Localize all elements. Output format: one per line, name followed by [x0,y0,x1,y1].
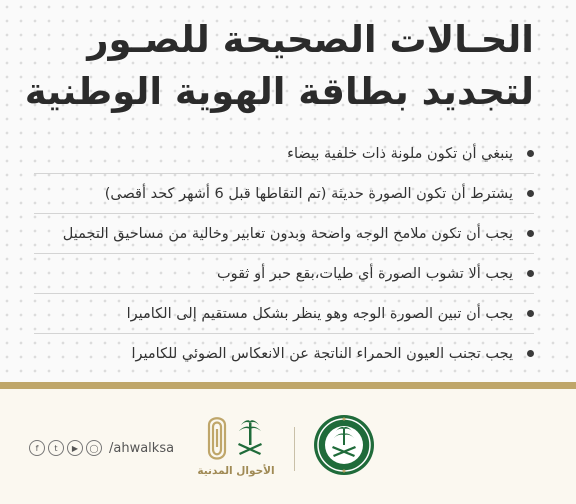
list-item [34,334,534,373]
list-item [34,254,534,294]
bullet-icon [527,350,534,357]
social-handle[interactable]: /ahwalksa [109,440,175,456]
title-line-1: الحـالات الصحيحة للصـور [87,18,534,61]
instagram-icon[interactable]: ◯ [86,440,102,456]
page-title [14,14,534,118]
ministry-emblem-icon [312,413,376,477]
requirement-text: يجب أن تكون ملامح الوجه واضحة وبدون تعابير وخالية من مساحيق التجميل [62,225,513,242]
social-links [29,440,174,456]
requirement-text: يجب تجنب العيون الحمراء الناتجة عن الانعكاس الضوئي للكاميرا [131,345,513,362]
list-item [34,294,534,334]
bullet-icon [527,230,534,237]
bullet-icon [527,270,534,277]
list-item [34,174,534,214]
footer [0,389,576,504]
requirements-list [34,134,534,373]
requirement-text: يجب أن تبين الصورة الوجه وهو ينظر بشكل مستقيم إلى الكاميرا [126,305,513,322]
youtube-icon[interactable]: ▶ [67,440,83,456]
title-line-2: لتجديد بطاقة الهوية الوطنية [24,70,534,113]
requirement-text: يجب ألا تشوب الصورة أي طيات،بقع حبر أو ثقوب [216,265,513,282]
twitter-icon[interactable]: t [48,440,64,456]
requirement-text: ينبغي أن تكون ملونة ذات خلفية بيضاء [287,145,513,162]
requirement-text: يشترط أن تكون الصورة حديثة (تم التقاطها قبل 6 أشهر كحد أقصى) [104,185,513,202]
bullet-icon [527,310,534,317]
list-item [34,214,534,254]
civil-affairs-label: الأحوال المدنية [197,465,275,477]
bullet-icon [527,190,534,197]
list-item [34,134,534,174]
bullet-icon [527,150,534,157]
footer-divider [294,427,295,471]
facebook-icon[interactable]: f [29,440,45,456]
gold-band [0,382,576,389]
